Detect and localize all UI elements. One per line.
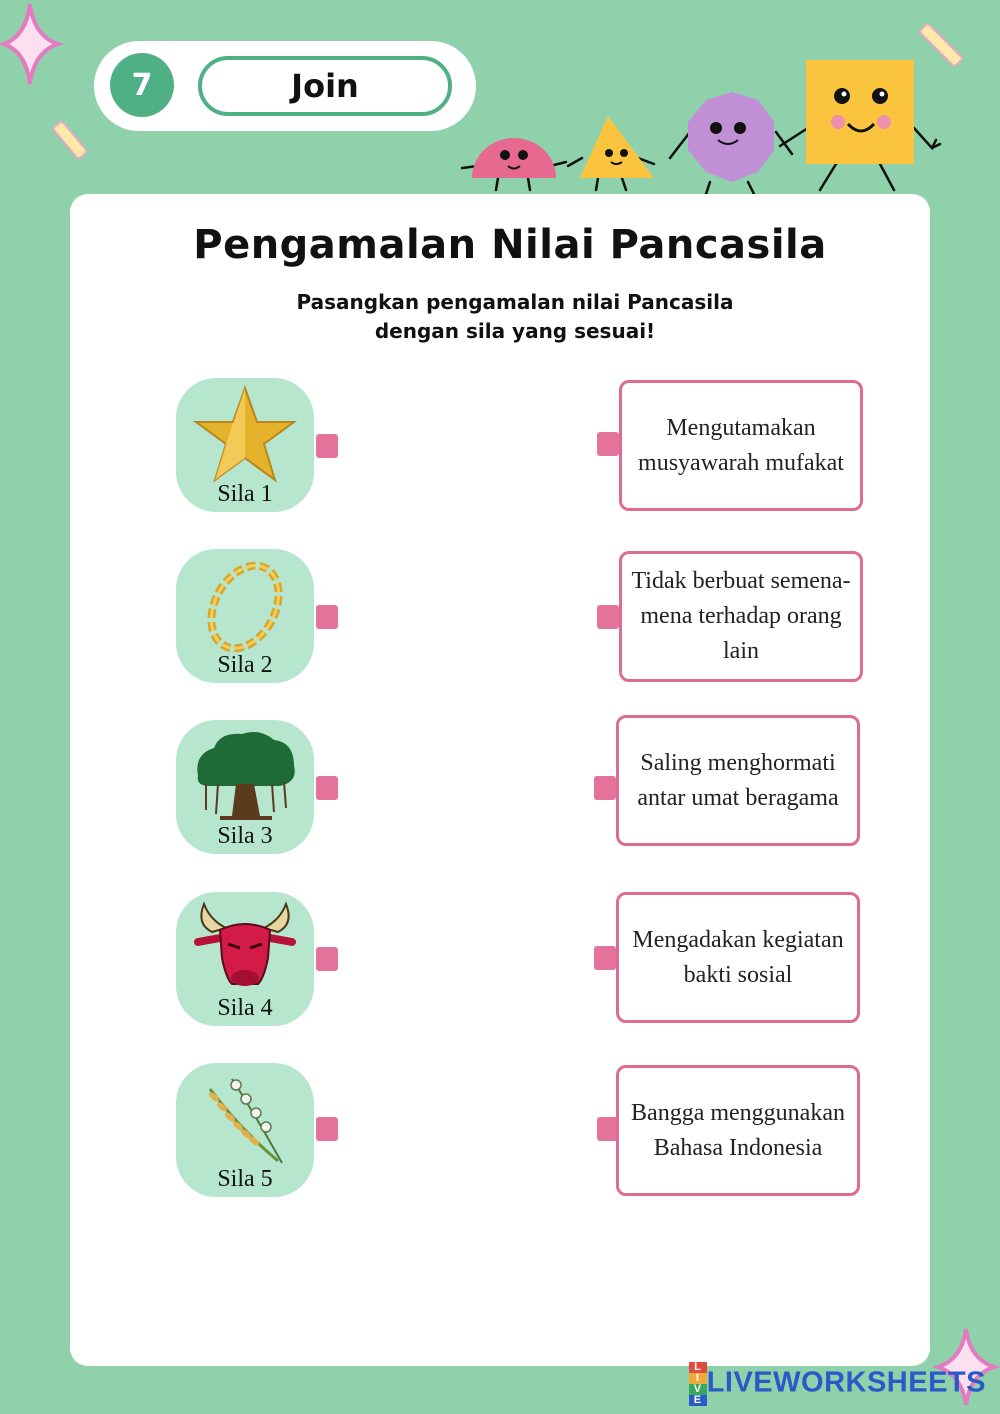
star-icon [190, 384, 300, 484]
answer-box [616, 892, 860, 1023]
answer-text: Tidak berbuat semena-mena terhadap orang lain [631, 568, 851, 664]
sparkle-decoration-icon [0, 0, 70, 90]
sila-1-tile [176, 378, 314, 512]
left-connector-dot[interactable] [316, 434, 338, 458]
right-connector-dot[interactable] [594, 776, 616, 800]
sila-5-tile [176, 1063, 314, 1197]
sila-label: Sila 4 [217, 995, 273, 1021]
brand-name: LIVEWORKSHEETS [706, 1366, 986, 1399]
answer-box [619, 380, 863, 511]
worksheet-instruction [220, 288, 810, 346]
sila-label: Sila 5 [217, 1166, 273, 1192]
shape-characters-illustration [458, 54, 948, 198]
liveworksheets-logo[interactable] [689, 1362, 986, 1406]
worksheet-title: Pengamalan Nilai Pancasila [193, 222, 827, 268]
answer-box [619, 551, 863, 682]
right-connector-dot[interactable] [597, 605, 619, 629]
sila-label: Sila 3 [217, 823, 273, 849]
answer-text: Mengutamakan musyawarah mufakat [638, 414, 844, 476]
left-connector-dot[interactable] [316, 776, 338, 800]
right-connector-dot[interactable] [597, 432, 619, 456]
instruction-line: dengan sila yang sesuai! [374, 319, 656, 343]
sila-4-tile [176, 892, 314, 1026]
rice-cotton-icon [190, 1069, 300, 1169]
sparkle-decoration-icon [48, 118, 92, 162]
right-connector-dot[interactable] [594, 946, 616, 970]
step-number-badge: 7 [110, 53, 174, 117]
answer-text: Saling menghormati antar umat beragama [637, 749, 839, 811]
answer-box [616, 715, 860, 846]
banyan-tree-icon [190, 726, 300, 826]
instruction-line: Pasangkan pengamalan nilai Pancasila [296, 290, 734, 314]
left-connector-dot[interactable] [316, 947, 338, 971]
activity-type-label: Join [198, 56, 452, 116]
left-connector-dot[interactable] [316, 605, 338, 629]
answer-box [616, 1065, 860, 1196]
live-logo-icon: L I V E [689, 1362, 707, 1406]
sila-label: Sila 1 [217, 481, 273, 507]
answer-text: Bangga menggunakan Bahasa Indonesia [631, 1099, 845, 1161]
chain-icon [190, 555, 300, 655]
bull-head-icon [190, 898, 300, 998]
sila-2-tile [176, 549, 314, 683]
left-connector-dot[interactable] [316, 1117, 338, 1141]
sila-3-tile [176, 720, 314, 854]
answer-text: Mengadakan kegiatan bakti sosial [632, 926, 844, 988]
sila-label: Sila 2 [217, 652, 273, 678]
